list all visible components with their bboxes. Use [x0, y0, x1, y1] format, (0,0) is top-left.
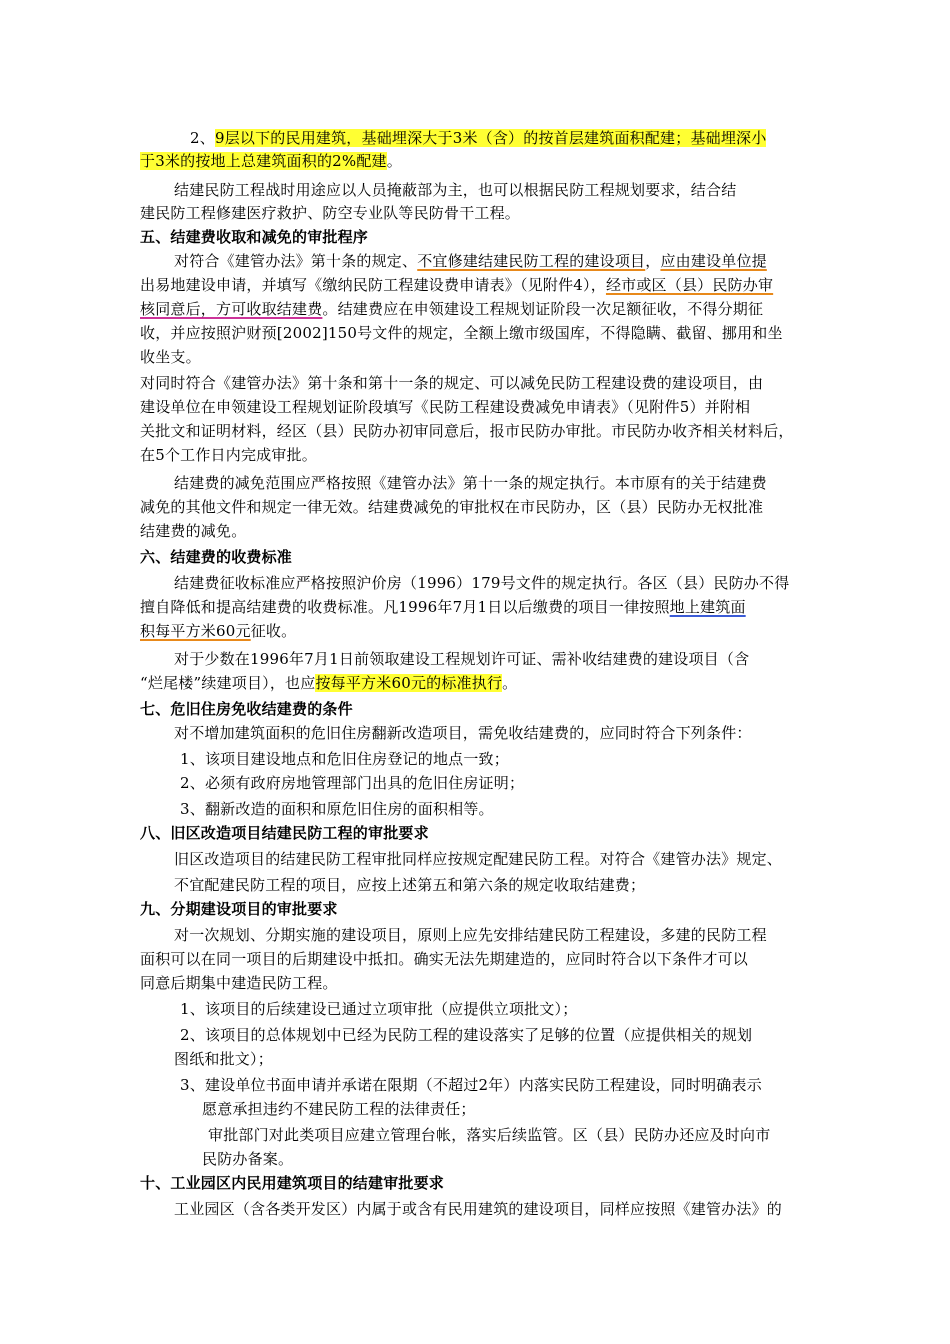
text-line: 对同时符合《建管办法》第十条和第十一条的规定、可以减免民防工程建设费的建设项目，由 — [140, 374, 764, 392]
text-line: 图纸和批文）； — [174, 1050, 273, 1068]
text-line: 工业园区（含各类开发区）内属于或含有民用建筑的建设项目，同样应按照《建管办法》的 — [174, 1200, 783, 1218]
underlined-text: 经市或区（县）民防办审 — [605, 276, 774, 294]
text-line: 减免的其他文件和规定一律无效。结建费减免的审批权在市民防办，区（县）民防办无权批准 — [140, 498, 764, 516]
underlined-text: 核同意后，方可收取结建费 — [140, 300, 323, 318]
text-line: 于3米的按地上总建筑面积的2%配建。 — [140, 152, 402, 170]
underlined-text: 地上建筑面 — [669, 598, 746, 616]
section-heading: 五、结建费收取和减免的审批程序 — [140, 228, 369, 246]
section-heading: 八、旧区改造项目结建民防工程的审批要求 — [140, 824, 429, 842]
text-line: 在5个工作日内完成审批。 — [140, 446, 317, 464]
text-line: 收，并应按照沪财预[2002]150号文件的规定，全额上缴市级国库，不得隐瞒、截留、挪用和坐 — [140, 324, 783, 342]
text-line: 结建费征收标准应严格按照沪价房（1996）179号文件的规定执行。各区（县）民防办不得 — [174, 574, 790, 592]
list-item: 1、该项目建设地点和危旧住房登记的地点一致； — [180, 750, 509, 768]
text-line: 不宜配建民防工程的项目，应按上述第五和第六条的规定收取结建费； — [174, 876, 646, 894]
text-line: 出易地建设申请，并填写《缴纳民防工程建设费申请表》（见附件4），经市或区（县）民防办审 — [140, 276, 774, 294]
text-line: 收坐支。 — [140, 348, 201, 366]
text-line: 核同意后，方可收取结建费。结建费应在申领建设工程规划证阶段一次足额征收，不得分期征 — [140, 300, 764, 318]
underlined-text: 积每平方米60元 — [140, 622, 251, 640]
list-item: 2、必须有政府房地管理部门出具的危旧住房证明； — [180, 774, 525, 792]
text-line: 民防办备案。 — [202, 1150, 294, 1168]
text-line: 对于少数在1996年7月1日前领取建设工程规划许可证、需补收结建费的建设项目（含 — [174, 650, 750, 668]
underlined-text: 应由建设单位提 — [660, 252, 767, 270]
underlined-text: 不宜修建结建民防工程的建设项目 — [417, 252, 646, 270]
section-heading: 七、危旧住房免收结建费的条件 — [140, 700, 353, 718]
highlighted-text: 于3米的按地上总建筑面积的2%配建 — [140, 152, 387, 170]
text-line: 对不增加建筑面积的危旧住房翻新改造项目，需免收结建费的，应同时符合下列条件： — [174, 724, 752, 742]
highlighted-text: 按每平方米60元的标准执行 — [315, 674, 503, 692]
text-line: 建民防工程修建医疗救护、防空专业队等民防骨干工程。 — [140, 204, 521, 222]
section-heading: 十、工业园区内民用建筑项目的结建审批要求 — [140, 1174, 445, 1192]
text-line: 对符合《建管办法》第十条的规定、不宜修建结建民防工程的建设项目，应由建设单位提 — [174, 252, 767, 270]
list-item: 2、该项目的总体规划中已经为民防工程的建设落实了足够的位置（应提供相关的规划 — [180, 1026, 753, 1044]
text-line: 2、9层以下的民用建筑，基础埋深大于3米（含）的按首层建筑面积配建；基础埋深小 — [190, 129, 767, 147]
text-line: “烂尾楼”续建项目），也应按每平方米60元的标准执行。 — [140, 674, 518, 692]
list-item: 1、该项目的后续建设已通过立项审批（应提供立项批文）； — [180, 1000, 578, 1018]
text-line: 擅自降低和提高结建费的收费标准。凡1996年7月1日以后缴费的项目一律按照地上建筑面 — [140, 598, 746, 616]
text-line: 关批文和证明材料，经区（县）民防办初审同意后，报市民防办审批。市民防办收齐相关材料后， — [140, 422, 794, 440]
text-line: 积每平方米60元征收。 — [140, 622, 297, 640]
text-line: 愿意承担违约不建民防工程的法律责任； — [202, 1100, 476, 1118]
text-line: 结建民防工程战时用途应以人员掩蔽部为主，也可以根据民防工程规划要求，结合结 — [174, 181, 737, 199]
section-heading: 九、分期建设项目的审批要求 — [140, 900, 338, 918]
text-line: 审批部门对此类项目应建立管理台帐，落实后续监管。区（县）民防办还应及时向市 — [208, 1126, 771, 1144]
highlighted-text: 9层以下的民用建筑，基础埋深大于3米（含）的按首层建筑面积配建；基础埋深小 — [214, 129, 767, 147]
text-line: 旧区改造项目的结建民防工程审批同样应按规定配建民防工程。对符合《建管办法》规定、 — [174, 850, 783, 868]
text-line: 同意后期集中建造民防工程。 — [140, 974, 338, 992]
text-line: 结建费的减免。 — [140, 522, 247, 540]
text-line: 建设单位在申领建设工程规划证阶段填写《民防工程建设费减免申请表》（见附件5）并附相 — [140, 398, 751, 416]
list-item: 3、翻新改造的面积和原危旧住房的面积相等。 — [180, 800, 494, 818]
section-heading: 六、结建费的收费标准 — [140, 548, 293, 566]
text-line: 结建费的减免范围应严格按照《建管办法》第十一条的规定执行。本市原有的关于结建费 — [174, 474, 767, 492]
list-item: 3、建设单位书面申请并承诺在限期（不超过2年）内落实民防工程建设，同时明确表示 — [180, 1076, 762, 1094]
text-line: 对一次规划、分期实施的建设项目，原则上应先安排结建民防工程建设，多建的民防工程 — [174, 926, 767, 944]
text-line: 面积可以在同一项目的后期建设中抵扣。确实无法先期建造的，应同时符合以下条件才可以 — [140, 950, 749, 968]
